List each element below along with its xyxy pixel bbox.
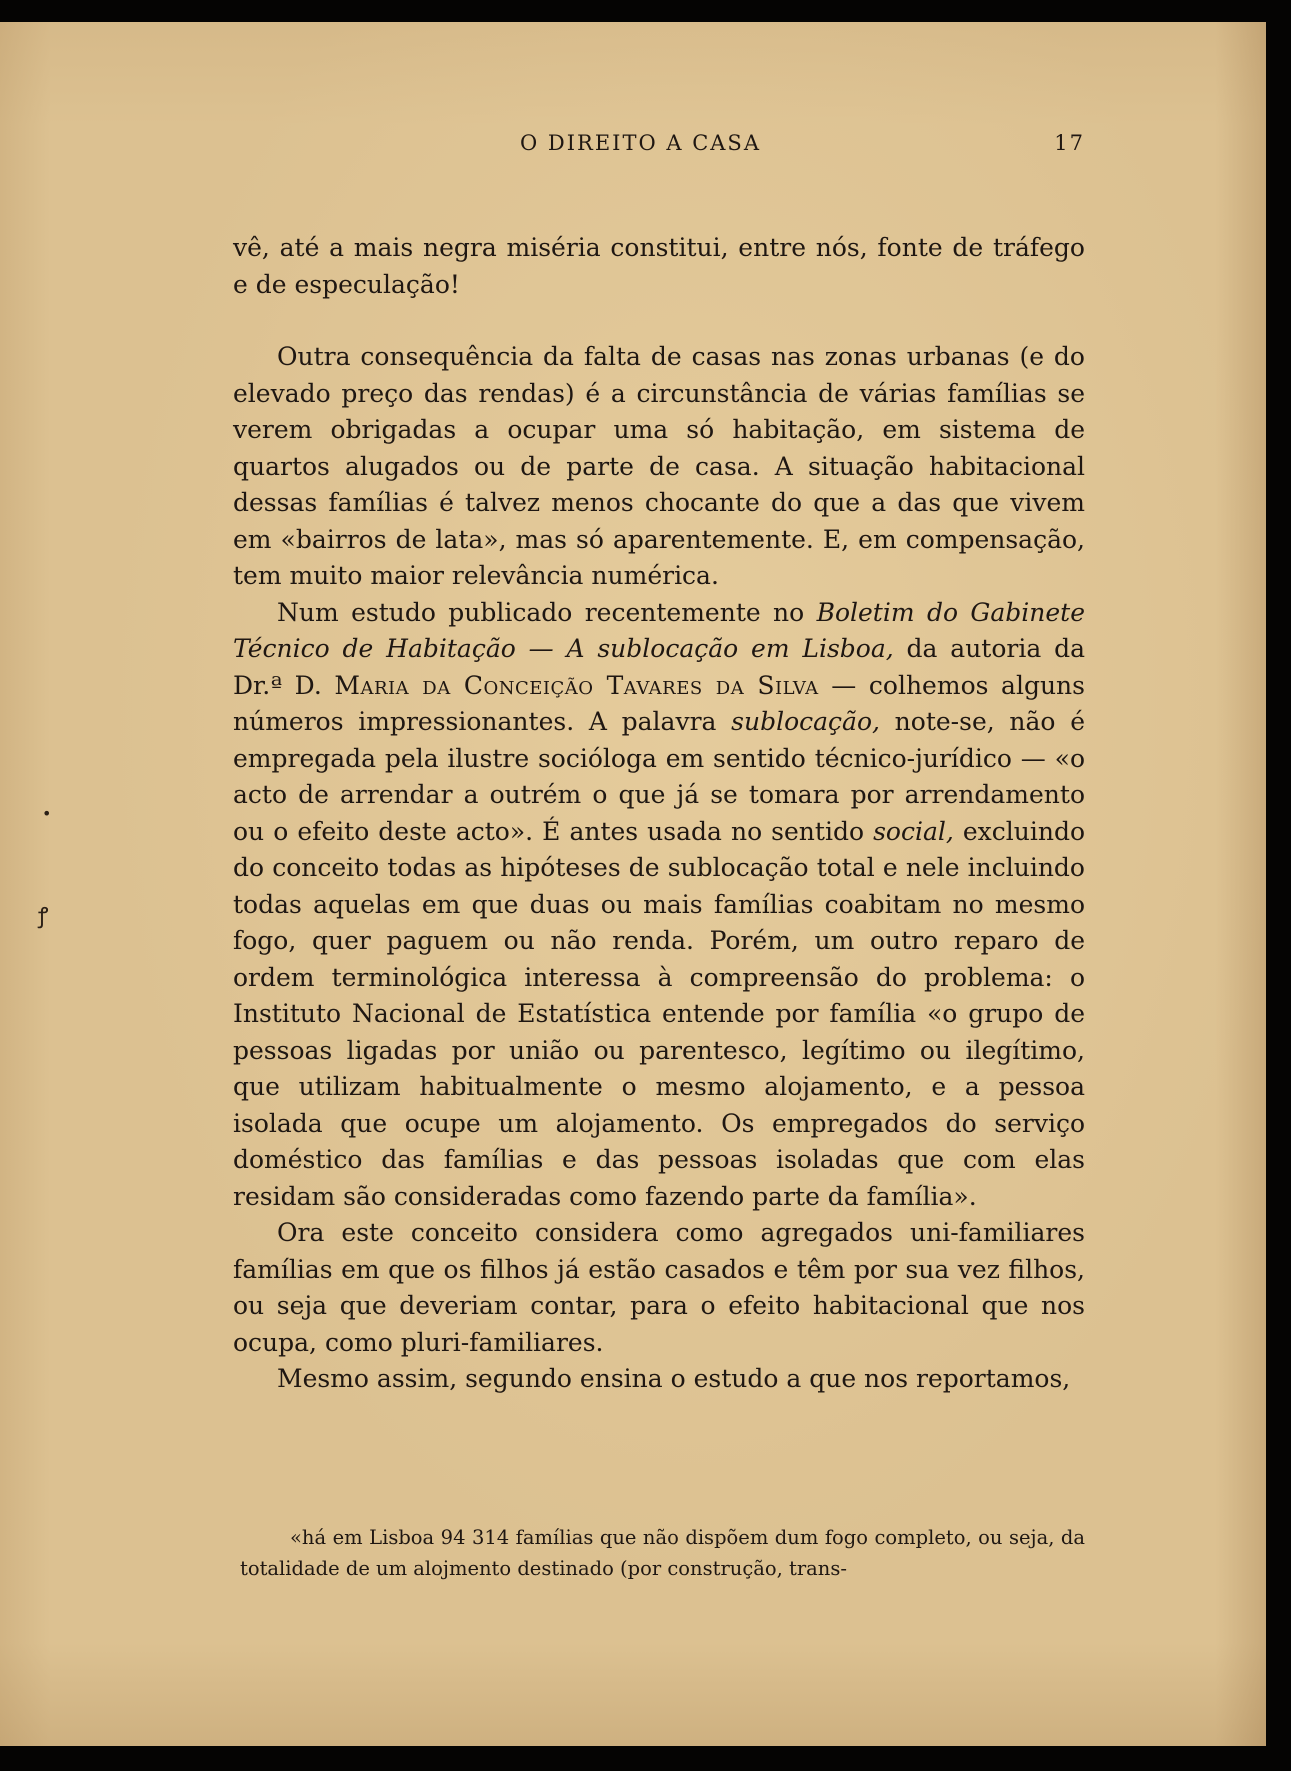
paragraph-2: Outra consequência da falta de casas nas zonas urbanas (e do elevado preço das rendas) é a circunstância de várias famílias se verem obrigadas a ocupar uma só habitação, em sistema de quartos alugados ou de parte de casa. A situação habitacional dessas famílias é talvez menos chocante do que a das que vivem em «bairros de lata», mas só aparentemente. E, em compensação, tem muito maior relevância numérica. [233,342,1085,590]
paragraph-1: vê, até a mais negra miséria constitui, entre nós, fonte de tráfego e de especulação! [233,233,1085,299]
paragraph-3-text-g: note-se, não é empregada pela ilustre socióloga em sentido técnico-jurídico — «o acto de arrendar a outrém o que já se tomara por arrendamento ou o efeito deste acto». É antes usada no sentido [233,707,1085,846]
block-quote-text: «há em Lisboa 94 314 famílias que não dispõem dum fogo completo, ou seja, da totalidade de um alojmento destinado (por construção, trans- [240,1526,1085,1580]
author-name: Maria da Conceição Tavares da Silva [334,670,819,700]
margin-dot-mark: • [42,804,52,823]
paragraph-5: Mesmo assim, segundo ensina o estudo a que nos reportamos, [277,1364,1071,1393]
paragraph-4: Ora este conceito considera como agregados uni-familiares famílias em que os filhos já estão casados e têm por sua vez filhos, ou seja que deveriam contar, para o efeito habitacional que nos ocupa, como pluri-familiares. [233,1218,1085,1357]
term-sublocacao: sublocação, [731,707,880,736]
running-header [233,131,1085,161]
journal-title: Boletim do Gabinete Técnico de Habitação — A sublocação em Lisboa, [233,597,1085,663]
paragraph-3-text-c: da autoria da Dr.ª D. [233,634,1085,700]
margin-tick-mark: ꝭ [38,904,49,929]
block-quote [240,1522,1085,1584]
paragraph-3-text-i: excluindo do conceito todas as hipóteses de sublocação total e nele incluindo todas aquelas em que duas ou mais famílias coabitam no mesmo fogo, quer paguem ou não renda. Porém, um outro reparo de ordem terminológica interessa à compreensão do problema: o Instituto Nacional de Estatística entende por família «o grupo de pessoas ligadas por união ou parentesco, legítimo ou ilegítimo, que utilizam habitualmente o mesmo alojamento, e a pessoa isolada que ocupe um alojamento. Os empregados do serviço doméstico das famílias e das pessoas isoladas que com elas residam são consideradas como fazendo parte da família». [233,816,1085,1211]
body-text [233,230,1085,1398]
paragraph-3 [233,595,1085,1216]
term-social: social, [873,816,954,846]
page-number: 17 [1054,131,1085,155]
paragraph-3-text-e: — colhemos alguns números impressionantes. A palavra [233,670,1085,736]
paragraph-3-text-a: Num estudo publicado recentemente no [277,597,817,627]
running-title: O DIREITO A CASA [520,131,761,155]
book-page [0,22,1266,1746]
